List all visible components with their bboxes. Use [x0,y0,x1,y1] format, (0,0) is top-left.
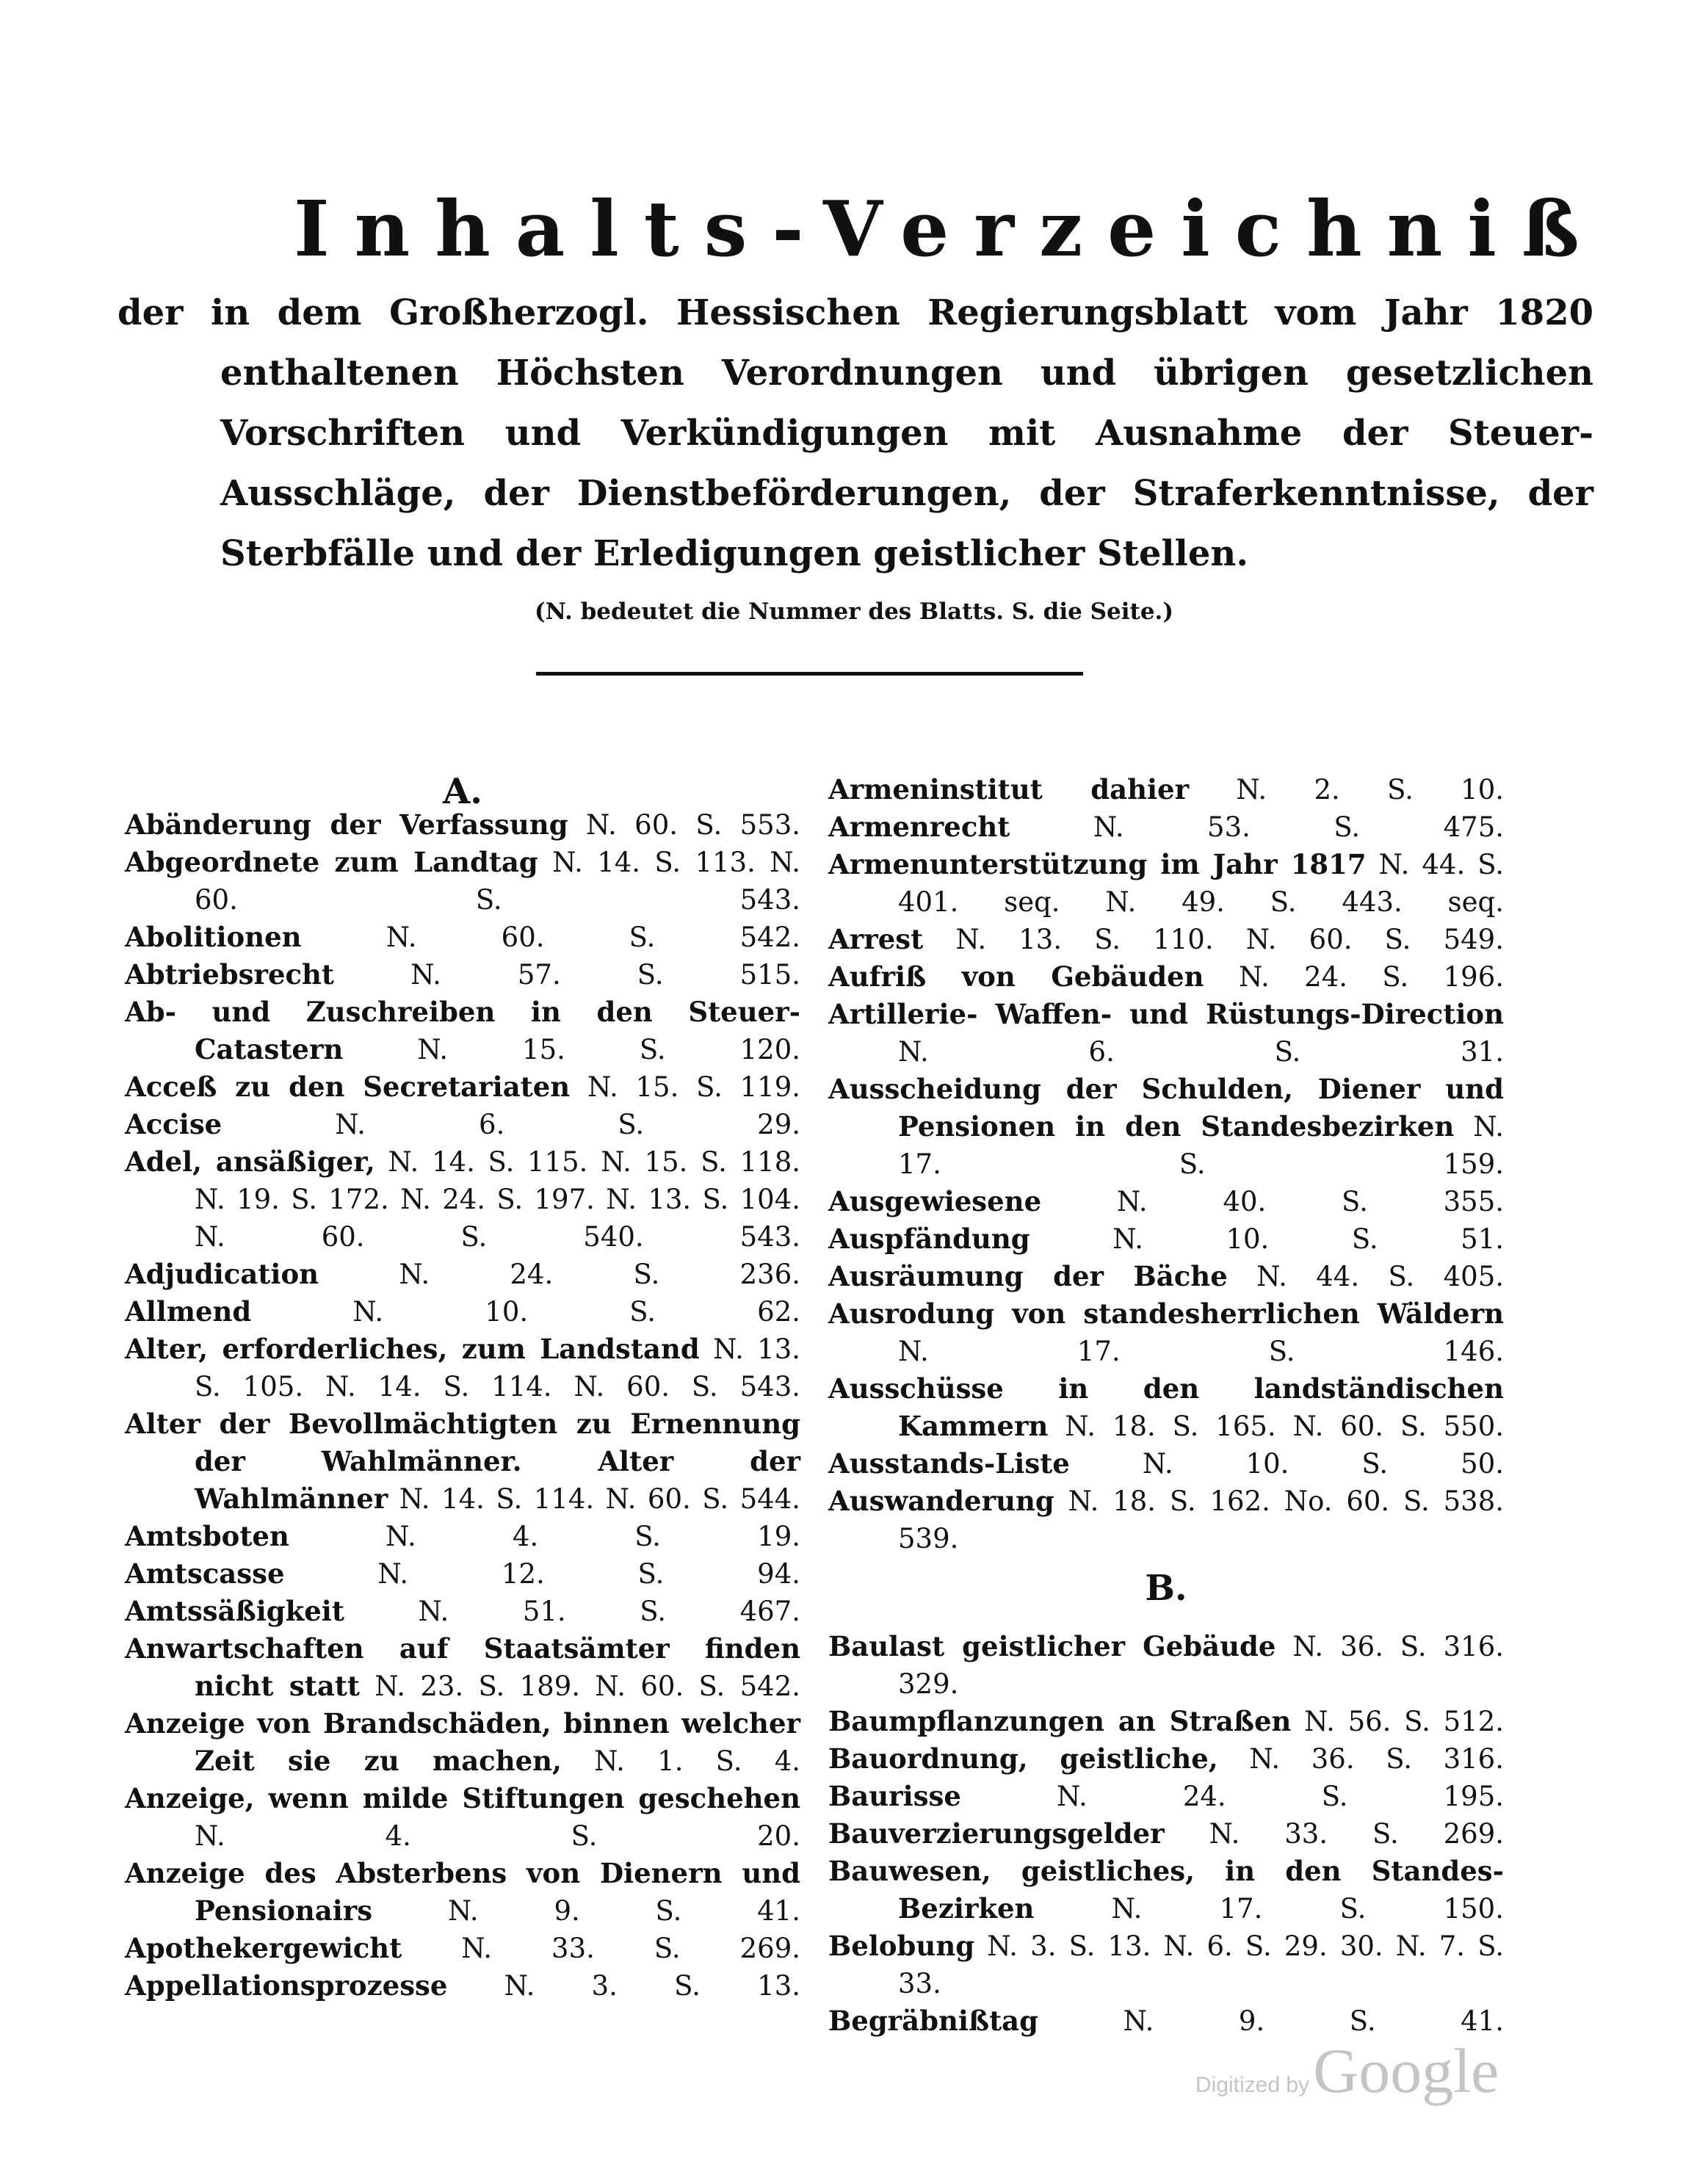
index-entry-term: Baurisse [828,1780,961,1812]
index-entry-reference: N. 17. S. 159. [898,1111,1504,1180]
index-entry-reference: N. 17. S. 150. [1111,1893,1504,1925]
index-entry [828,1740,1504,1778]
index-entry-term: Aufriß von Gebäuden [828,960,1204,993]
index-entry-term: Begräbnißtag [828,2005,1039,2037]
index-entry-term: Accise [125,1108,222,1140]
index-entry-reference: N. 60. S. 553. [585,809,800,841]
index-entry-reference: N. 10. S. 62. [352,1296,800,1328]
index-entry-term: Ausrodung von standesherrlichen Wäldern [828,1297,1504,1330]
index-entry-term: Ausstands-Liste [828,1447,1070,1480]
index-entry [125,1593,800,1630]
index-entry-term: Anzeige von Brandschäden, binnen welcher Zeit sie zu machen, [125,1707,800,1777]
index-entry-reference: N. 10. S. 51. [1112,1223,1504,1255]
index-entry [125,1780,800,1855]
index-entry [828,1445,1504,1483]
index-entry-term: Bauwesen, geistliches, in den Standes-Bezirken [828,1855,1504,1925]
digitized-by-google-watermark [1195,2034,1499,2107]
index-entry [125,1705,800,1780]
index-entry-term: Bauverzierungsgelder [828,1817,1165,1850]
index-entry [125,1256,800,1293]
index-entry [125,806,800,844]
index-entry-reference: N. 14. S. 115. N. 15. S. 118. N. 19. S. 172. N. 24. S. 197. N. 13. S. 104. N. 60. S. 540. 543. [195,1146,800,1253]
index-entry-term: Armenunterstützung im Jahr 1817 [828,848,1367,880]
index-entry [125,919,800,956]
index-entry-reference: N. 3. S. 13. N. 6. S. 29. 30. N. 7. S. 33. [898,1930,1505,1999]
index-entry-term: Amtssäßigkeit [125,1595,344,1627]
index-entry-term: Armeninstitut dahier [828,773,1190,806]
index-entry-term: Abänderung der Verfassung [125,808,568,841]
page-subtitle: der in dem Großherzogl. Hessischen Regierungsblatt vom Jahr 1820 enthaltenen Höchsten Verordnungen und übrigen gesetzlichen Vorschriften und Verkündigungen mit Ausnahme der Steuer-Ausschläge, der Dienstbeförderungen, der Straferkenntnisse, der Sterbfälle und der Erledigungen geistlicher Stellen. [117,292,1593,574]
index-entry [125,956,800,993]
index-entry-reference: N. 18. S. 162. No. 60. S. 538. 539. [898,1485,1505,1554]
index-entry-reference: N. 40. S. 355. [1116,1186,1504,1217]
entry-list-right-a [828,771,1504,1557]
index-entry [828,1071,1504,1183]
index-entry [828,1370,1504,1445]
index-column-left [125,770,800,2005]
index-entry-reference: N. 33. S. 269. [461,1933,800,1964]
index-entry-term: Auspfändung [828,1223,1030,1255]
index-entry [125,1405,800,1518]
index-entry-reference: N. 9. S. 41. [1123,2005,1504,2037]
index-entry-reference: N. 60. S. 542. [386,922,800,953]
index-entry-reference: N. 33. S. 269. [1209,1818,1504,1850]
index-entry-reference: N. 18. S. 165. N. 60. S. 550. [1065,1411,1504,1442]
index-entry-term: Armenrecht [828,811,1010,843]
index-entry [828,958,1504,996]
index-entry-term: Baulast geistlicher Gebäude [828,1630,1276,1662]
index-entry-reference: N. 17. S. 146. [898,1336,1504,1367]
index-entry [828,846,1504,921]
index-entry-term: Baumpflanzungen an Straßen [828,1705,1292,1737]
index-entry-reference: N. 9. S. 41. [447,1895,800,1927]
index-entry [125,1106,800,1143]
index-entry-term: Ausräumung der Bäche [828,1260,1228,1292]
index-entry-term: Arrest [828,923,924,955]
index-entry [125,1930,800,1967]
index-entry-term: Adel, ansäßiger, [125,1145,375,1178]
abbreviation-legend: (N. bedeutet die Nummer des Blatts. S. die Seite.) [535,598,1173,625]
index-entry-reference: N. 53. S. 475. [1093,811,1504,843]
index-entry-term: Ausgewiesene [828,1185,1042,1217]
index-entry [828,1295,1504,1370]
index-entry-term: Abgeordnete zum Landtag [125,846,538,878]
index-entry-term: Artillerie- Waffen- und Rüstungs-Direction [828,998,1504,1030]
index-entry [125,1967,800,2005]
index-entry-term: Auswanderung [828,1485,1054,1517]
index-entry [828,1927,1504,2002]
index-entry [125,844,800,919]
index-entry [125,1518,800,1555]
page-title: Inhalts-Verzeichniß [294,184,1604,274]
index-entry-reference: N. 2. S. 10. [1236,774,1504,806]
section-letter-a: A. [443,771,482,812]
index-entry-reference: N. 13. S. 110. N. 60. S. 549. [955,924,1504,955]
index-entry [828,1815,1504,1853]
index-entry-term: Belobung [828,1930,975,1962]
index-entry [125,1555,800,1593]
index-entry-term: Anzeige des Absterbens von Dienern und Pensionairs [125,1857,800,1927]
index-entry [125,1855,800,1930]
index-entry [125,1143,800,1256]
index-entry [828,1258,1504,1295]
index-entry [828,808,1504,846]
index-entry-term: Ab- und Zuschreiben in den Steuer-Catastern [125,996,800,1065]
index-entry [125,1068,800,1106]
index-entry-reference: N. 10. S. 50. [1142,1448,1504,1480]
index-entry-term: Bauordnung, geistliche, [828,1742,1218,1775]
index-entry-term: Anwartschaften auf Staatsämter finden nicht statt [125,1632,800,1702]
index-entry [828,771,1504,808]
index-entry-reference: N. 14. S. 113. N. 60. S. 543. [195,847,801,916]
index-entry-reference: N. 6. S. 29. [335,1109,800,1140]
index-entry-reference: N. 15. S. 120. [417,1034,800,1065]
entry-list-right-b [828,1628,1504,2040]
index-entry-reference: N. 24. S. 236. [399,1259,800,1290]
index-entry-reference: N. 24. S. 195. [1056,1781,1504,1812]
section-letter-b: B. [1145,1568,1187,1609]
index-entry [125,1331,800,1405]
index-entry [828,1183,1504,1220]
index-entry-term: Anzeige, wenn milde Stiftungen geschehen [125,1782,800,1814]
index-entry-reference: N. 24. S. 196. [1238,961,1504,993]
index-entry-term: Allmend [125,1295,252,1328]
index-entry [828,1220,1504,1258]
index-entry-term: Alter der Bevollmächtigten zu Ernennung der Wahlmänner. Alter der Wahlmänner [125,1408,800,1515]
index-entry-reference: N. 15. S. 119. [587,1071,801,1103]
index-entry [125,993,800,1068]
index-entry-term: Amtsboten [125,1520,289,1552]
index-entry [828,1853,1504,1927]
index-entry-reference: N. 51. S. 467. [418,1596,800,1627]
index-entry [828,1628,1504,1703]
divider-rule [536,672,1083,676]
index-entry [828,921,1504,958]
index-entry [828,996,1504,1071]
index-entry-term: Adjudication [125,1258,319,1290]
index-entry-reference: N. 4. S. 19. [385,1521,800,1552]
entry-list-left [125,806,800,2005]
index-entry-reference: N. 14. S. 114. N. 60. S. 544. [399,1483,800,1515]
index-entry [125,1293,800,1331]
index-entry-reference: N. 3. S. 13. [504,1970,800,2002]
index-entry-reference: N. 36. S. 316. [1249,1743,1504,1775]
index-entry [828,1703,1504,1740]
index-entry-term: Alter, erforderliches, zum Landstand [125,1333,700,1365]
index-entry-term: Amtscasse [125,1557,285,1590]
google-logo-icon: Google [1313,2035,1499,2106]
index-entry-term: Apothekergewicht [125,1932,402,1964]
index-entry-reference: N. 1. S. 4. [594,1745,800,1777]
index-entry-reference: N. 44. S. 401. seq. N. 49. S. 443. seq. [898,849,1504,918]
index-column-right [828,771,1504,2040]
index-entry-term: Acceß zu den Secretariaten [125,1071,571,1103]
index-entry-term: Appellationsprozesse [125,1969,448,2002]
index-entry [828,1483,1504,1557]
index-entry [125,1630,800,1705]
index-entry-term: Ausschüsse in den landständischen Kammern [828,1372,1504,1442]
index-entry-reference: N. 6. S. 31. [898,1036,1504,1068]
index-entry-reference: N. 12. S. 94. [377,1558,801,1590]
index-entry [828,1778,1504,1815]
index-entry-term: Abolitionen [125,921,302,953]
index-entry-reference: N. 23. S. 189. N. 60. S. 542. [374,1670,800,1702]
index-entry-reference: N. 57. S. 515. [410,959,800,991]
index-entry-reference: N. 13. S. 105. N. 14. S. 114. N. 60. S. 543. [195,1333,800,1402]
index-entry-term: Ausscheidung der Schulden, Diener und Pensionen in den Standesbezirken [828,1073,1504,1143]
index-entry-reference: N. 36. S. 316. 329. [898,1631,1504,1700]
index-entry-reference: N. 4. S. 20. [195,1820,800,1852]
index-entry-reference: N. 44. S. 405. [1256,1261,1504,1292]
watermark-prefix: Digitized by [1195,2073,1310,2097]
index-entry-reference: N. 56. S. 512. [1304,1706,1504,1737]
index-entry-term: Abtriebsrecht [125,958,335,991]
